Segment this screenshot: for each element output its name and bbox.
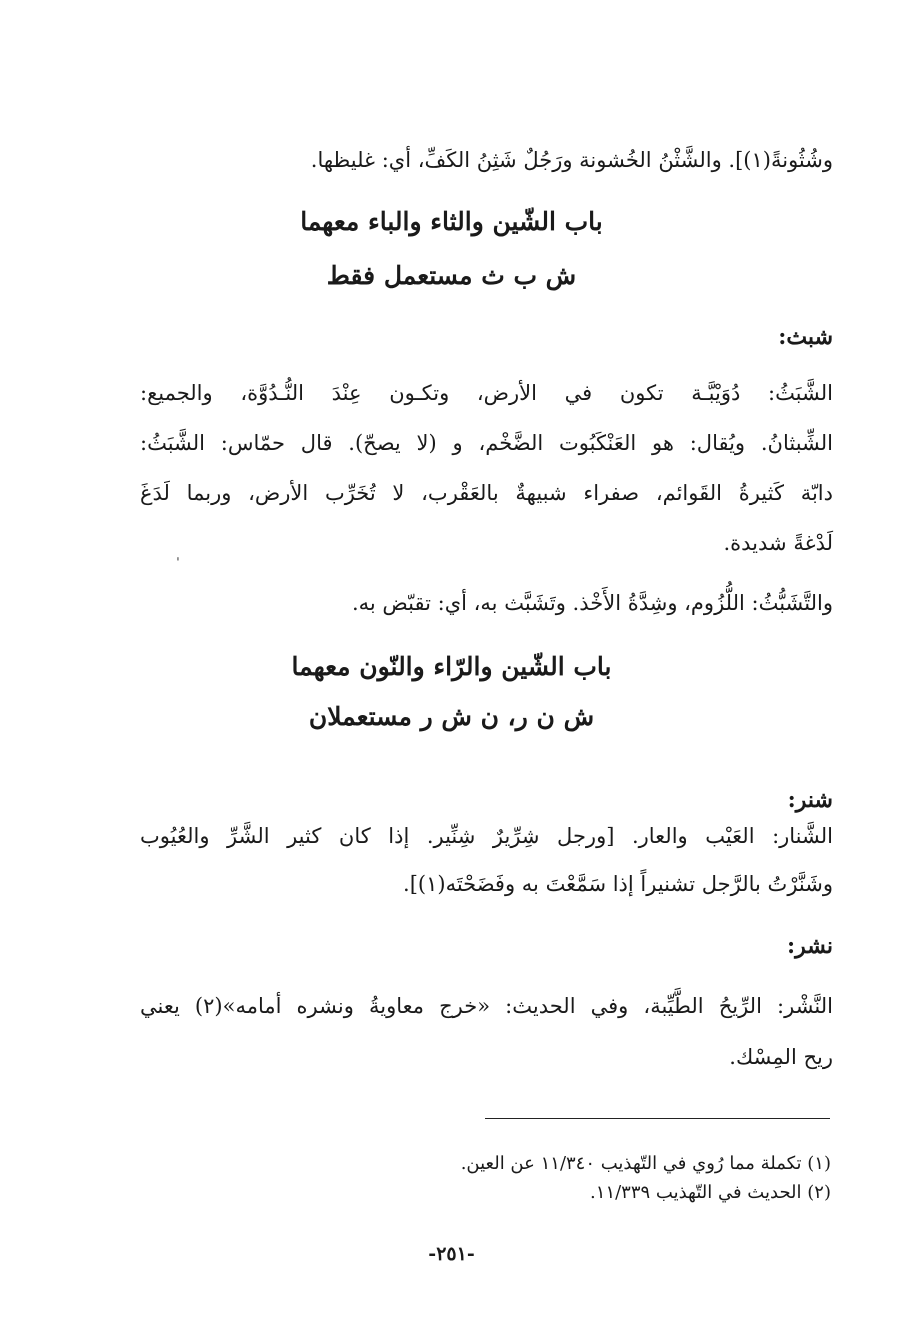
chapter-subheading-shin-ba-tha: ش ب ث مستعمل فقط (326, 261, 577, 290)
chapter-heading-shin-ra-nun: باب الشّين والرّاء والنّون معهما (291, 652, 612, 681)
text-line: دابّة كَثيرةُ القَوائم، صفراء شبيهةٌ بالعَقْرب، لا تُخَرِّب الأرض، وربما لَدَغَ (140, 481, 833, 505)
footnote-divider (485, 1118, 830, 1119)
text-line: لَدْغةً شديدة. (723, 531, 833, 555)
footnote-2: (٢) الحديث في التّهذيب ١١/٣٣٩. (590, 1182, 831, 1203)
chapter-subheading-shin-nun-ra: ش ن ر، ن ش ر مستعملان (308, 702, 595, 731)
text-line: الشِّبثانُ. ويُقال: هو العَنْكَبُوت الضَّخْم، و (لا يصحّ). قال حمّاس: الشَّبَثُ: (140, 431, 833, 455)
text-line: النَّشْر: الرِّيحُ الطَّيِّبة، وفي الحديث: «خرج معاويةُ ونشره أمامه»(٢) يعني (140, 994, 833, 1018)
text-line: الشَّنار: العَيْب والعار. [ورجل شِرِّيرٌ شِنِّير. إذا كان كثير الشَّرِّ والعُيُوب (140, 824, 833, 848)
text-line: ريح المِسْك. (729, 1045, 833, 1069)
text-line: وشَنَّرْتُ بالرَّجل تشنيراً إذا سَمَّعْتَ به وفَضَحْتَه(١)]. (403, 872, 833, 896)
chapter-heading-shin-tha-ba: باب الشّين والثاء والباء معهما (300, 207, 603, 236)
text-line-carryover: وشُثُونةً(١)]. والشَّثْنُ الخُشونة ورَجُلٌ شَثِنُ الكَفِّ، أي: غليظها. (310, 148, 833, 172)
page-number: -٢٥١- (428, 1243, 475, 1265)
text-line: الشَّبَثُ: دُوَيْبَّـة تكون في الأرض، وتكـون عِنْدَ النُّـدُوَّة، والجميع: (140, 381, 833, 405)
footnote-1: (١) تكملة مما رُوي في التّهذيب ١١/٣٤٠ عن العين. (460, 1153, 831, 1174)
entry-heading-nashr: نشر: (786, 933, 833, 959)
entry-heading-shabath: شبث: (778, 324, 833, 350)
entry-heading-shanar: شنر: (787, 787, 833, 813)
scan-speck: ˈ (176, 556, 180, 572)
text-line: والتَّشَبُّثُ: اللُّزُوم، وشِدَّةُ الأَخْذ. وتَشَبَّث به، أي: تقبّض به. (351, 591, 833, 615)
